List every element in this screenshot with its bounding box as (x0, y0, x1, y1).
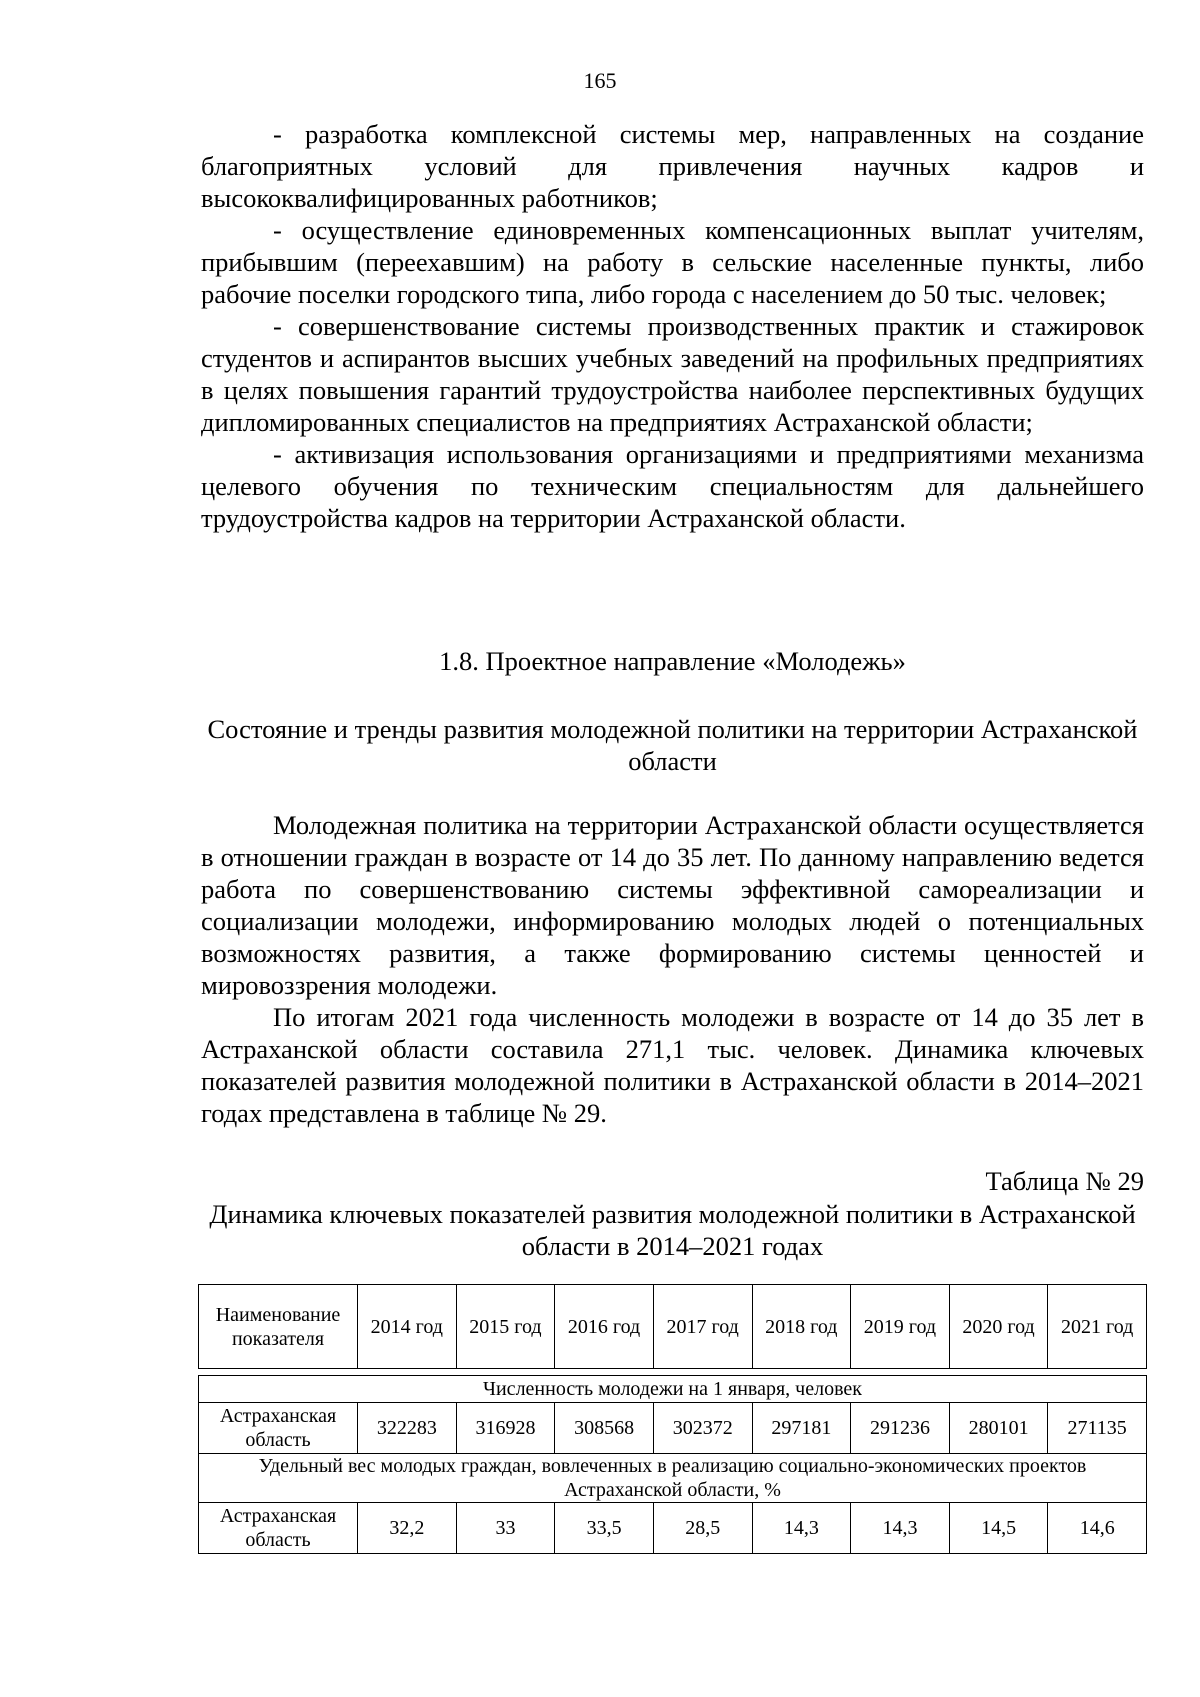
page-number: 165 (583, 68, 617, 93)
header-year: 2021 год (1048, 1285, 1147, 1369)
table-row (199, 1403, 1147, 1454)
header-year: 2020 год (949, 1285, 1048, 1369)
cell-value: 302372 (653, 1403, 752, 1454)
cell-value: 14,5 (949, 1503, 1048, 1554)
cell-value: 32,2 (358, 1503, 457, 1554)
cell-value: 14,6 (1048, 1503, 1147, 1554)
header-year: 2016 год (555, 1285, 654, 1369)
header-year: 2018 год (752, 1285, 851, 1369)
cell-value: 28,5 (653, 1503, 752, 1554)
subheading: Состояние и тренды развития молодежной политики на территории Астраханской области (207, 714, 1138, 776)
paragraph: - активизация использования организациями и предприятиями механизма целевого обучения по техническим специальностям для дальнейшего трудоустройства кадров на территории Астраханской области. (201, 439, 1144, 533)
cell-value: 291236 (851, 1403, 950, 1454)
paragraph: - разработка комплексной системы мер, направленных на создание благоприятных условий для привлечения научных кадров и высококвалифицированных работников; (201, 119, 1144, 213)
paragraph: - совершенствование системы производственных практик и стажировок студентов и аспирантов высших учебных заведений на профильных предприятиях в целях повышения гарантий трудоустройства наиболее перспективных будущих дипломированных специалистов на предприятиях Астраханской области; (201, 311, 1144, 437)
header-row (199, 1285, 1147, 1369)
body-text-bottom (201, 809, 1144, 1129)
cell-value: 280101 (949, 1403, 1048, 1454)
section-title: Удельный вес молодых граждан, вовлеченных в реализацию социально-экономических проектов Астраханской области, % (199, 1454, 1147, 1503)
cell-value: 33 (456, 1503, 555, 1554)
cell-value: 271135 (1048, 1403, 1147, 1454)
table-header (198, 1284, 1147, 1369)
body-text-top (201, 118, 1144, 534)
section-title-row (199, 1454, 1147, 1503)
header-year: 2015 год (456, 1285, 555, 1369)
paragraph: По итогам 2021 года численность молодежи в возрасте от 14 до 35 лет в Астраханской области составила 271,1 тыс. человек. Динамика ключевых показателей развития молодежной политики в Астраханской области в 2014–2021 годах представлена в таблице № 29. (201, 1002, 1144, 1128)
row-name: Астраханская область (199, 1503, 358, 1554)
section-heading: 1.8. Проектное направление «Молодежь» (439, 646, 906, 676)
cell-value: 14,3 (752, 1503, 851, 1554)
header-indicator: Наименование показателя (199, 1285, 358, 1369)
cell-value: 297181 (752, 1403, 851, 1454)
paragraph: - осуществление единовременных компенсационных выплат учителям, прибывшим (переехавшим) на работу в сельские населенные пункты, либо рабочие поселки городского типа, либо города с населением до 50 тыс. человек; (201, 215, 1144, 309)
section-title-row (199, 1376, 1147, 1403)
table-label: Таблица № 29 (985, 1166, 1144, 1196)
paragraph: Молодежная политика на территории Астраханской области осуществляется в отношении граждан в возрасте от 14 до 35 лет. По данному направлению ведется работа по совершенствованию системы эффективной самореализации и социализации молодежи, информированию молодых людей о потенциальных возможностях развития, а также формированию системы ценностей и мировоззрения молодежи. (201, 810, 1144, 1000)
cell-value: 308568 (555, 1403, 654, 1454)
cell-value: 322283 (358, 1403, 457, 1454)
table-caption: Динамика ключевых показателей развития молодежной политики в Астраханской области в 2014–2021 годах (209, 1199, 1136, 1261)
table-body (198, 1375, 1147, 1554)
cell-value: 14,3 (851, 1503, 950, 1554)
cell-value: 316928 (456, 1403, 555, 1454)
header-year: 2017 год (653, 1285, 752, 1369)
table-row (199, 1503, 1147, 1554)
cell-value: 33,5 (555, 1503, 654, 1554)
row-name: Астраханская область (199, 1403, 358, 1454)
section-title: Численность молодежи на 1 января, человек (199, 1376, 1147, 1403)
header-year: 2019 год (851, 1285, 950, 1369)
header-year: 2014 год (358, 1285, 457, 1369)
